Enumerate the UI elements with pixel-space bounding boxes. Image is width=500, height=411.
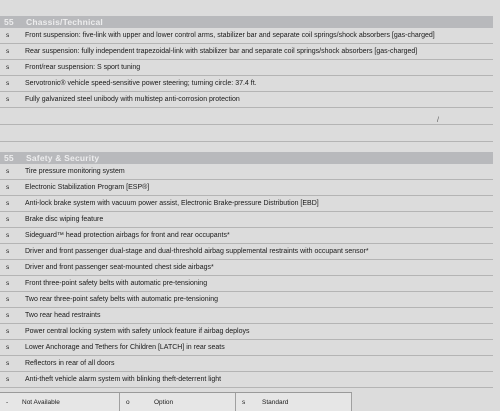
spec-row: [0, 76, 493, 92]
spec-text: Power central locking system with safety unlock feature if airbag deploys: [25, 328, 250, 335]
spec-row: [0, 196, 493, 212]
legend-label: Standard: [262, 398, 289, 406]
spec-row: [0, 260, 493, 276]
empty-row: [0, 108, 493, 125]
availability-mark: s: [6, 200, 10, 207]
spec-text: Front/rear suspension: S sport tuning: [25, 64, 141, 71]
empty-row: [0, 125, 493, 142]
safety-security-header: [0, 152, 493, 164]
chassis-technical-header: [0, 16, 493, 28]
safety-security-section: [0, 152, 493, 388]
section-code: 55: [4, 17, 14, 27]
section-title: Chassis/Technical: [26, 17, 103, 27]
legend-label: Not Available: [22, 398, 60, 406]
availability-mark: s: [6, 48, 10, 55]
spec-text: Lower Anchorage and Tethers for Children [LATCH] in rear seats: [25, 344, 225, 351]
spec-text: Two rear three-point safety belts with automatic pre-tensioning: [25, 296, 218, 303]
spec-row: [0, 308, 493, 324]
spec-text: Front suspension: five-link with upper and lower control arms, stabilizer bar and separate coil springs/shock absorbers [gas-charged]: [25, 32, 435, 39]
availability-mark: s: [6, 168, 10, 175]
spec-text: Electronic Stabilization Program [ESP®]: [25, 184, 150, 191]
section-code: 55: [4, 153, 14, 163]
legend-symbol: s: [242, 398, 246, 406]
legend-symbol: o: [126, 398, 130, 406]
spec-text: Tire pressure monitoring system: [25, 168, 125, 175]
spec-text: Sideguard™ head protection airbags for front and rear occupants*: [25, 232, 230, 239]
spec-row: [0, 228, 493, 244]
availability-mark: s: [6, 80, 10, 87]
spec-row: [0, 212, 493, 228]
spec-row: [0, 244, 493, 260]
stray-mark: /: [437, 117, 439, 124]
chassis-technical-section: [0, 16, 493, 142]
spec-row: [0, 292, 493, 308]
availability-mark: s: [6, 296, 10, 303]
availability-mark: s: [6, 376, 10, 383]
legend-label: Option: [154, 398, 174, 406]
spec-text: Anti-lock brake system with vacuum power assist, Electronic Brake-pressure Distribution [EBD]: [25, 200, 319, 207]
spec-row: [0, 92, 493, 108]
availability-mark: s: [6, 184, 10, 191]
spec-text: Driver and front passenger dual-stage and dual-threshold airbag supplemental restraints with occupant sensor*: [25, 248, 369, 255]
legend-standard: [236, 393, 352, 411]
spec-row: [0, 164, 493, 180]
spec-text: Servotronic® vehicle speed-sensitive power steering; turning circle: 37.4 ft.: [25, 80, 257, 87]
availability-mark: s: [6, 344, 10, 351]
safety-security-list: [0, 164, 493, 388]
availability-legend: [0, 392, 352, 411]
spec-row: [0, 276, 493, 292]
spec-text: Rear suspension: fully independent trapezoidal-link with stabilizer bar and separate coil springs/shock absorbers [gas-charged]: [25, 48, 418, 55]
availability-mark: s: [6, 248, 10, 255]
availability-mark: s: [6, 216, 10, 223]
chassis-technical-list: [0, 28, 493, 142]
availability-mark: s: [6, 328, 10, 335]
availability-mark: s: [6, 64, 10, 71]
availability-mark: s: [6, 280, 10, 287]
availability-mark: s: [6, 232, 10, 239]
availability-mark: s: [6, 312, 10, 319]
spec-text: Reflectors in rear of all doors: [25, 360, 115, 367]
availability-mark: s: [6, 360, 10, 367]
spec-row: [0, 356, 493, 372]
spec-text: Fully galvanized steel unibody with multistep anti-corrosion protection: [25, 96, 240, 103]
spec-text: Brake disc wiping feature: [25, 216, 104, 223]
spec-row: [0, 372, 493, 388]
spec-text: Two rear head restraints: [25, 312, 101, 319]
legend-option: [120, 393, 236, 411]
spec-row: [0, 44, 493, 60]
spec-row: [0, 340, 493, 356]
spec-text: Anti-theft vehicle alarm system with blinking theft-deterrent light: [25, 376, 222, 383]
availability-mark: s: [6, 96, 10, 103]
availability-mark: s: [6, 32, 10, 39]
spec-text: Driver and front passenger seat-mounted chest side airbags*: [25, 264, 214, 271]
spec-row: [0, 180, 493, 196]
section-title: Safety & Security: [26, 153, 100, 163]
legend-not-available: [0, 393, 120, 411]
spec-text: Front three-point safety belts with automatic pre-tensioning: [25, 280, 208, 287]
availability-mark: s: [6, 264, 10, 271]
spec-row: [0, 60, 493, 76]
legend-symbol: -: [6, 398, 9, 406]
spec-row: [0, 28, 493, 44]
spec-row: [0, 324, 493, 340]
